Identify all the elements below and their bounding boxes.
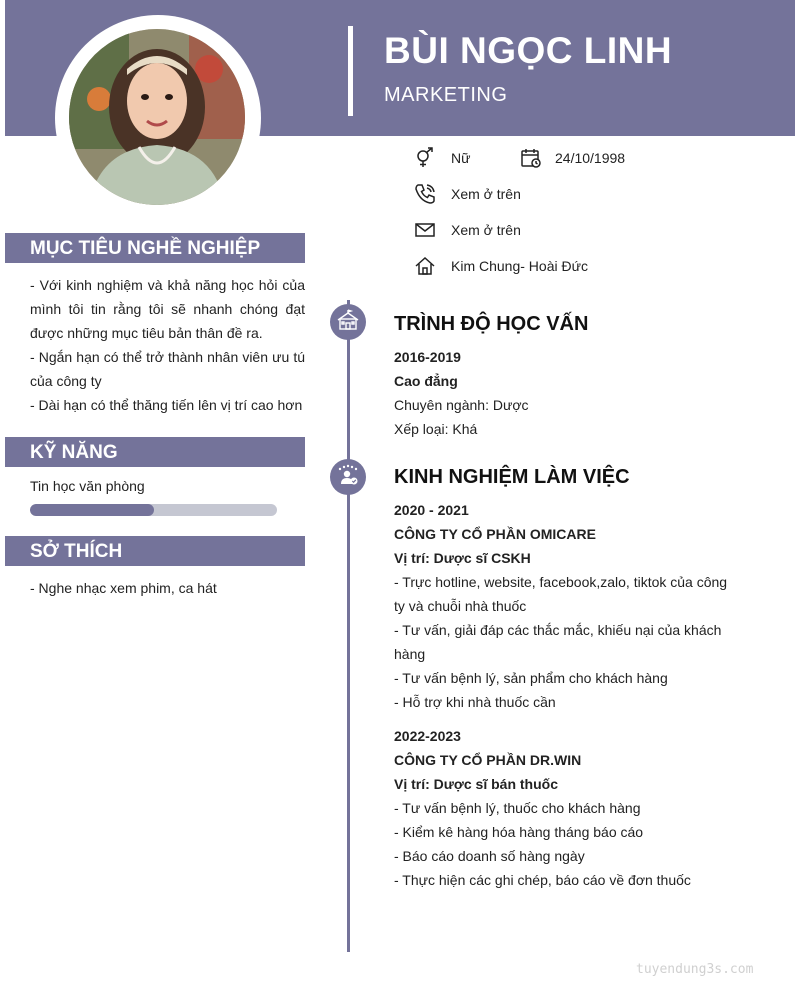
job-duty: - Hỗ trợ khi nhà thuốc cần — [394, 694, 556, 710]
contact-dob — [520, 147, 625, 169]
avatar — [69, 29, 245, 205]
education-period: 2016-2019 — [394, 349, 461, 365]
address-value: Kim Chung- Hoài Đức — [451, 258, 588, 274]
job-company: CÔNG TY CỔ PHẦN OMICARE — [394, 526, 596, 542]
job-duty: - Tư vấn, giải đáp các thắc mắc, khiếu nại của khách hàng — [394, 622, 722, 662]
contact-gender — [414, 147, 470, 169]
job-company: CÔNG TY CỔ PHẦN DR.WIN — [394, 752, 582, 768]
objective-line: - Ngắn hạn có thể trở thành nhân viên ưu tú của công ty — [30, 349, 305, 389]
job-duty: - Thực hiện các ghi chép, báo cáo về đơn thuốc — [394, 872, 691, 888]
job-duty: - Báo cáo doanh số hàng ngày — [394, 848, 585, 864]
objective-body — [30, 273, 305, 417]
calendar-icon — [520, 147, 542, 169]
job-duty: - Tư vấn bệnh lý, thuốc cho khách hàng — [394, 800, 641, 816]
contact-address — [414, 255, 588, 277]
experience-job — [394, 498, 734, 714]
hobbies-title: SỞ THÍCH — [30, 541, 123, 562]
objective-header — [5, 233, 305, 263]
job-position: Vị trí: Dược sĩ bán thuốc — [394, 776, 558, 792]
gender-icon — [414, 147, 436, 169]
envelope-icon — [414, 219, 436, 241]
objective-line: - Dài hạn có thể thăng tiến lên vị trí cao hơn — [30, 397, 303, 413]
skill-label: Tin học văn phòng — [30, 478, 145, 494]
timeline-line — [347, 300, 350, 952]
job-period: 2022-2023 — [394, 728, 461, 744]
candidate-role: MARKETING — [384, 84, 508, 106]
skill-bar-fill — [30, 504, 154, 516]
gender-value: Nữ — [451, 150, 471, 166]
header-divider — [348, 26, 353, 116]
education-title: TRÌNH ĐỘ HỌC VẤN — [394, 313, 589, 335]
phone-icon — [414, 183, 436, 205]
hobbies-body: - Nghe nhạc xem phim, ca hát — [30, 580, 217, 596]
job-duty: - Trực hotline, website, facebook,zalo, tiktok của công ty và chuỗi nhà thuốc — [394, 574, 728, 614]
education-body — [394, 345, 734, 441]
contact-email — [414, 219, 521, 241]
home-icon — [414, 255, 436, 277]
hobbies-header — [5, 536, 305, 566]
experience-title: KINH NGHIỆM LÀM VIỆC — [394, 466, 630, 488]
job-position: Vị trí: Dược sĩ CSKH — [394, 550, 531, 566]
experience-marker — [330, 459, 366, 495]
education-rank: Xếp loại: Khá — [394, 421, 478, 437]
job-duty: - Kiểm kê hàng hóa hàng tháng báo cáo — [394, 824, 644, 840]
job-period: 2020 - 2021 — [394, 502, 469, 518]
objective-line: - Với kinh nghiệm và khả năng học hỏi của mình tôi tin rằng tôi sẽ nhanh chóng đạt được những mục tiêu bản thân đề ra. — [30, 277, 305, 341]
skill-bar — [30, 504, 277, 516]
experience-job — [394, 724, 734, 892]
candidate-name: BÙI NGỌC LINH — [384, 30, 673, 71]
objective-title: MỤC TIÊU NGHỀ NGHIỆP — [30, 238, 261, 259]
phone-value: Xem ở trên — [451, 186, 521, 202]
contact-phone — [414, 183, 521, 205]
email-value: Xem ở trên — [451, 222, 521, 238]
skills-header — [5, 437, 305, 467]
skills-title: KỸ NĂNG — [30, 442, 118, 463]
dob-value: 24/10/1998 — [555, 150, 626, 166]
education-degree: Cao đẳng — [394, 373, 458, 389]
education-major: Chuyên ngành: Dược — [394, 397, 529, 413]
watermark: tuyendung3s.com — [636, 962, 754, 977]
team-star-icon — [336, 464, 360, 491]
school-icon — [337, 309, 359, 336]
job-duty: - Tư vấn bệnh lý, sản phẩm cho khách hàng — [394, 670, 668, 686]
education-marker — [330, 304, 366, 340]
